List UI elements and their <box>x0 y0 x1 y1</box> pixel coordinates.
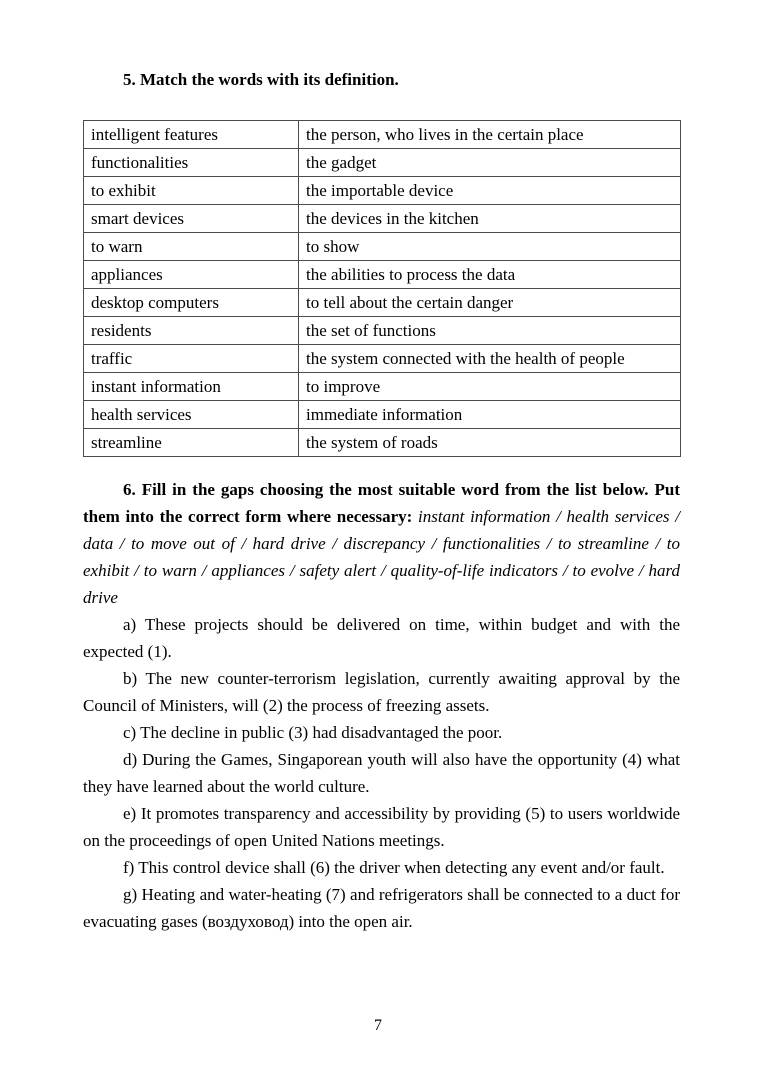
table-row <box>84 205 681 233</box>
definition-cell: the system connected with the health of people <box>299 345 681 373</box>
table-row <box>84 401 681 429</box>
gap-item-d: d) During the Games, Singaporean youth will also have the opportunity (4) what they have learned about the world culture. <box>83 750 680 796</box>
definition-cell: the devices in the kitchen <box>299 205 681 233</box>
term-cell: appliances <box>84 261 299 289</box>
definition-cell: the set of functions <box>299 317 681 345</box>
definition-cell: the importable device <box>299 177 681 205</box>
definition-cell: to improve <box>299 373 681 401</box>
gap-item-b: b) The new counter-terrorism legislation, currently awaiting approval by the Council of Ministers, will (2) the process of freezing assets. <box>83 669 680 715</box>
table-row <box>84 177 681 205</box>
definition-cell: to show <box>299 233 681 261</box>
exercise6-heading <box>83 476 680 611</box>
term-cell: streamline <box>84 429 299 457</box>
table-row <box>84 317 681 345</box>
table-row <box>84 149 681 177</box>
table-row <box>84 373 681 401</box>
table-row <box>84 345 681 373</box>
gap-item-a: a) These projects should be delivered on time, within budget and with the expected (1). <box>83 615 680 661</box>
term-cell: to exhibit <box>84 177 299 205</box>
table-row <box>84 233 681 261</box>
definition-cell: to tell about the certain danger <box>299 289 681 317</box>
exercise6-instruction: 6. Fill in the gaps choosing the most suitable word from the list below. Put them into the correct form where necessary: <box>83 480 680 526</box>
gap-item-g: g) Heating and water-heating (7) and refrigerators shall be connected to a duct for evacuating gases (воздуховод) into the open air. <box>83 885 680 931</box>
definition-cell: the abilities to process the data <box>299 261 681 289</box>
term-cell: functionalities <box>84 149 299 177</box>
gap-item-f: f) This control device shall (6) the driver when detecting any event and/or fault. <box>123 858 665 877</box>
term-cell: health services <box>84 401 299 429</box>
table-row <box>84 261 681 289</box>
gap-item-e: e) It promotes transparency and accessibility by providing (5) to users worldwide on the proceedings of open United Nations meetings. <box>83 804 680 850</box>
match-table <box>83 120 681 457</box>
definition-cell: the gadget <box>299 149 681 177</box>
table-row <box>84 429 681 457</box>
term-cell: residents <box>84 317 299 345</box>
table-row <box>84 121 681 149</box>
definition-cell: immediate information <box>299 401 681 429</box>
term-cell: intelligent features <box>84 121 299 149</box>
term-cell: to warn <box>84 233 299 261</box>
page-number: 7 <box>374 1017 382 1034</box>
table-row <box>84 289 681 317</box>
gap-item-c: c) The decline in public (3) had disadvantaged the poor. <box>123 723 503 742</box>
term-cell: traffic <box>84 345 299 373</box>
definition-cell: the person, who lives in the certain place <box>299 121 681 149</box>
term-cell: desktop computers <box>84 289 299 317</box>
exercise6-word-list: instant information / health services / data / to move out of / hard drive / discrepancy / functionalities / to streamline / to exhibit / to warn / appliances / safety alert / quality-of-life indicators / to evolve / hard drive <box>83 507 680 607</box>
definition-cell: the system of roads <box>299 429 681 457</box>
exercise5-heading: 5. Match the words with its definition. <box>123 70 399 89</box>
term-cell: smart devices <box>84 205 299 233</box>
term-cell: instant information <box>84 373 299 401</box>
